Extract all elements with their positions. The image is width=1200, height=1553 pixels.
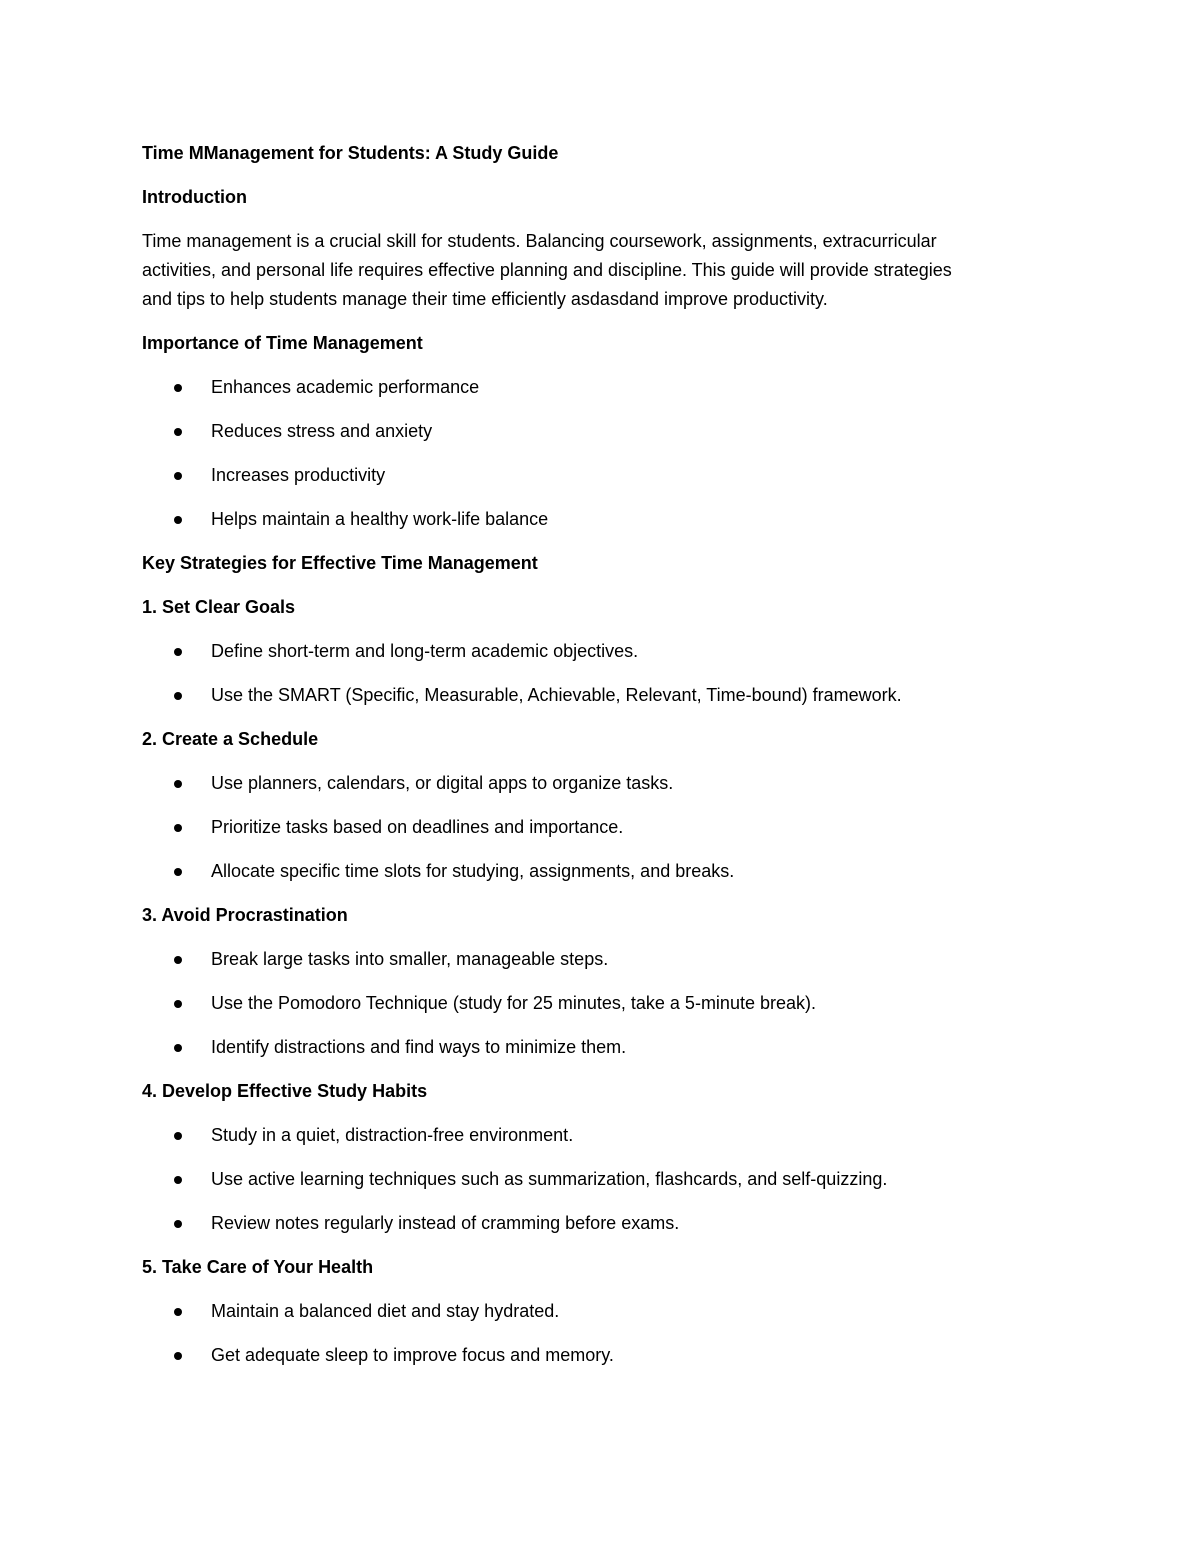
list-item-text: Use the SMART (Specific, Measurable, Achievable, Relevant, Time-bound) framework. [211,685,902,705]
bullet-icon [174,824,182,832]
intro-line: Time management is a crucial skill for students. Balancing coursework, assignments, extracurricular [142,231,937,251]
list-item [142,637,1042,666]
procrastination-list [142,945,1042,1062]
bullet-icon [174,1220,182,1228]
goals-list [142,637,1042,710]
list-item [142,461,1042,490]
bullet-icon [174,1000,182,1008]
list-item-text: Enhances academic performance [211,377,480,397]
bullet-icon [174,428,182,436]
section-heading-goals: 1. Set Clear Goals [142,597,296,617]
study-habits-list [142,1121,1042,1238]
bullet-icon [174,1132,182,1140]
list-item [142,505,1042,534]
schedule-list [142,769,1042,886]
list-item-text: Allocate specific time slots for studying, assignments, and breaks. [211,861,735,881]
list-item-text: Maintain a balanced diet and stay hydrated. [211,1301,560,1321]
section-heading-study-habits: 4. Develop Effective Study Habits [142,1081,428,1101]
list-item [142,769,1042,798]
document-page [142,139,1042,1385]
list-item-text: Study in a quiet, distraction-free environment. [211,1125,574,1145]
list-item [142,1121,1042,1150]
section-heading-procrastination: 3. Avoid Procrastination [142,905,348,925]
list-item [142,1209,1042,1238]
importance-heading: Importance of Time Management [142,333,423,353]
bullet-icon [174,1308,182,1316]
list-item-text: Break large tasks into smaller, manageable steps. [211,949,609,969]
bullet-icon [174,516,182,524]
bullet-icon [174,1176,182,1184]
bullet-icon [174,1044,182,1052]
bullet-icon [174,692,182,700]
bullet-icon [174,956,182,964]
list-item [142,1297,1042,1326]
bullet-icon [174,384,182,392]
bullet-icon [174,648,182,656]
list-item [142,1033,1042,1062]
intro-heading: Introduction [142,187,247,207]
list-item [142,373,1042,402]
importance-list [142,373,1042,534]
list-item [142,681,1042,710]
list-item-text: Increases productivity [211,465,386,485]
list-item-text: Prioritize tasks based on deadlines and importance. [211,817,624,837]
bullet-icon [174,472,182,480]
list-item-text: Reduces stress and anxiety [211,421,433,441]
list-item-text: Identify distractions and find ways to minimize them. [211,1037,627,1057]
list-item [142,417,1042,446]
section-heading-schedule: 2. Create a Schedule [142,729,319,749]
bullet-icon [174,1352,182,1360]
bullet-icon [174,780,182,788]
list-item [142,857,1042,886]
list-item-text: Use active learning techniques such as summarization, flashcards, and self-quizzing. [211,1169,888,1189]
document-title: Time MManagement for Students: A Study Guide [142,143,559,163]
list-item [142,1165,1042,1194]
strategies-heading: Key Strategies for Effective Time Management [142,553,538,573]
section-heading-health: 5. Take Care of Your Health [142,1257,374,1277]
list-item-text: Use planners, calendars, or digital apps to organize tasks. [211,773,674,793]
list-item-text: Helps maintain a healthy work-life balance [211,509,549,529]
list-item [142,945,1042,974]
list-item-text: Define short-term and long-term academic objectives. [211,641,639,661]
health-list [142,1297,1042,1370]
list-item-text: Get adequate sleep to improve focus and memory. [211,1345,614,1365]
intro-line: and tips to help students manage their time efficiently asdasdand improve productivity. [142,289,828,309]
list-item-text: Use the Pomodoro Technique (study for 25 minutes, take a 5-minute break). [211,993,816,1013]
list-item [142,1341,1042,1370]
list-item [142,813,1042,842]
list-item-text: Review notes regularly instead of cramming before exams. [211,1213,680,1233]
bullet-icon [174,868,182,876]
list-item [142,989,1042,1018]
intro-line: activities, and personal life requires effective planning and discipline. This guide will provide strategies [142,260,952,280]
